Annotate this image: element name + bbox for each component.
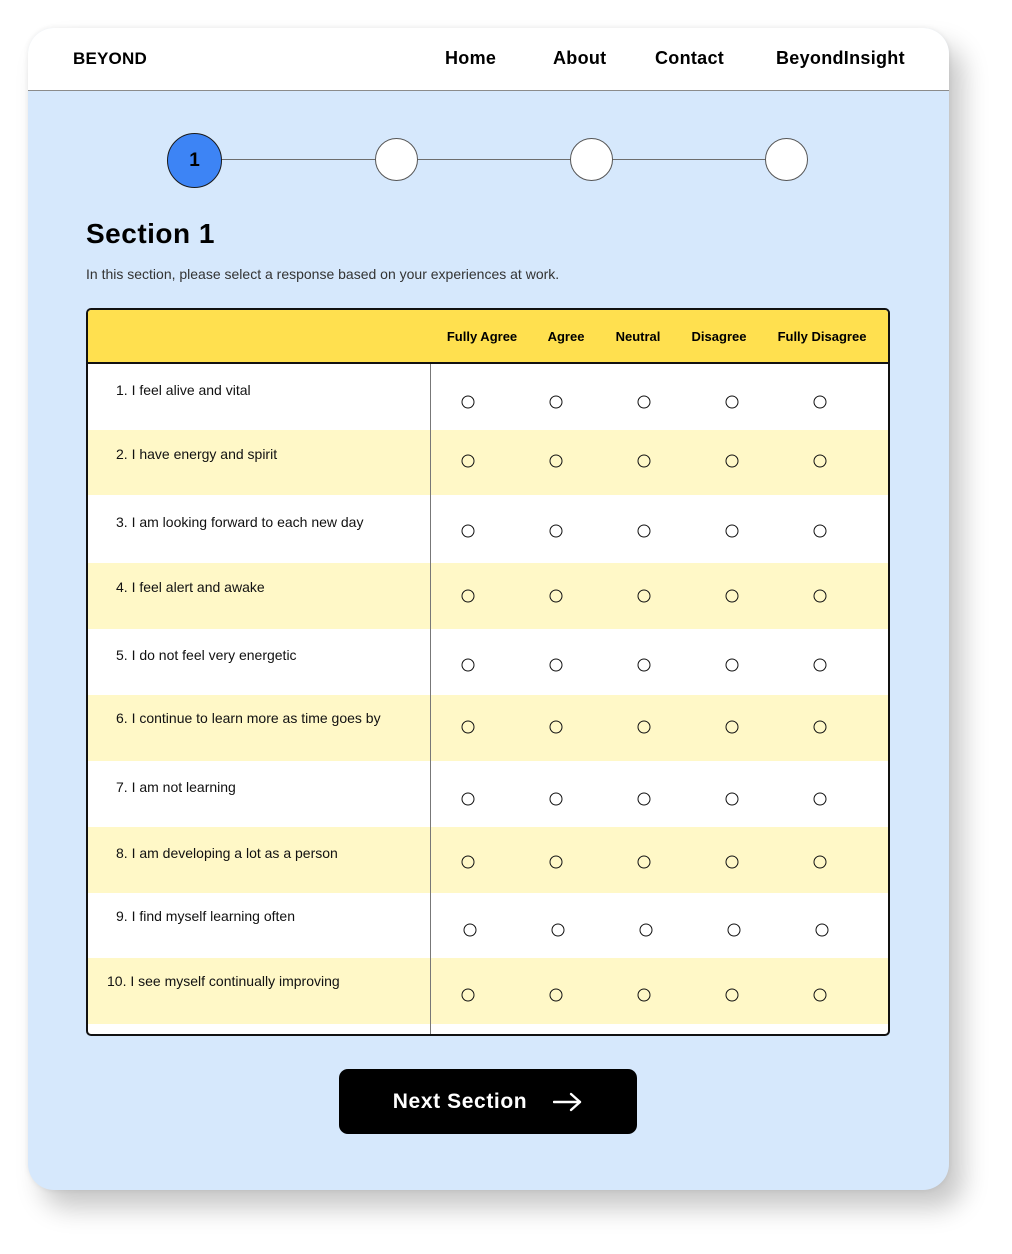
question-label: 8. I am developing a lot as a person — [116, 845, 338, 861]
question-label: 7. I am not learning — [116, 779, 236, 795]
radio-agree[interactable] — [550, 396, 563, 409]
survey-table-header — [88, 310, 888, 364]
table-row — [88, 364, 888, 430]
radio-fully-agree[interactable] — [464, 924, 477, 937]
brand-logo[interactable]: BEYOND — [73, 49, 147, 68]
survey-card — [28, 28, 949, 1190]
radio-fully-agree[interactable] — [462, 396, 475, 409]
radio-fully-disagree[interactable] — [814, 455, 827, 468]
radio-disagree[interactable] — [726, 856, 739, 869]
question-label: 2. I have energy and spirit — [116, 446, 278, 462]
radio-neutral[interactable] — [638, 721, 651, 734]
radio-neutral[interactable] — [638, 525, 651, 538]
radio-fully-agree[interactable] — [462, 793, 475, 806]
radio-fully-disagree[interactable] — [816, 924, 829, 937]
stepper-connector — [612, 159, 766, 160]
question-label: 5. I do not feel very energetic — [116, 647, 297, 663]
radio-fully-disagree[interactable] — [814, 525, 827, 538]
next-section-label: Next Section — [392, 1089, 528, 1113]
question-label: 4. I feel alert and awake — [116, 579, 265, 595]
radio-fully-disagree[interactable] — [814, 989, 827, 1002]
column-header-neutral: Neutral — [615, 329, 661, 344]
radio-fully-disagree[interactable] — [814, 793, 827, 806]
radio-agree[interactable] — [550, 659, 563, 672]
stepper-connector — [417, 159, 571, 160]
table-row — [88, 827, 888, 893]
radio-neutral[interactable] — [638, 590, 651, 603]
radio-agree[interactable] — [550, 793, 563, 806]
radio-agree[interactable] — [550, 721, 563, 734]
step-1-label: 1 — [189, 149, 200, 171]
radio-fully-disagree[interactable] — [814, 856, 827, 869]
radio-neutral[interactable] — [640, 924, 653, 937]
section-title: Section 1 — [86, 218, 215, 249]
radio-agree[interactable] — [550, 455, 563, 468]
radio-neutral[interactable] — [638, 659, 651, 672]
radio-disagree[interactable] — [726, 396, 739, 409]
radio-disagree[interactable] — [726, 659, 739, 672]
radio-neutral[interactable] — [638, 396, 651, 409]
radio-disagree[interactable] — [726, 455, 739, 468]
question-label: 9. I find myself learning often — [116, 908, 295, 924]
stepper-connector — [221, 159, 376, 160]
radio-fully-agree[interactable] — [462, 989, 475, 1002]
radio-neutral[interactable] — [638, 989, 651, 1002]
progress-stepper — [28, 28, 949, 208]
radio-fully-disagree[interactable] — [814, 396, 827, 409]
radio-neutral[interactable] — [638, 856, 651, 869]
radio-agree[interactable] — [552, 924, 565, 937]
survey-table — [86, 308, 890, 1036]
nav-link-contact[interactable]: Contact — [655, 48, 725, 68]
radio-fully-agree[interactable] — [462, 856, 475, 869]
radio-agree[interactable] — [550, 525, 563, 538]
radio-fully-agree[interactable] — [462, 455, 475, 468]
column-header-fully-agree: Fully Agree — [446, 329, 518, 344]
column-header-fully-disagree: Fully Disagree — [777, 329, 867, 344]
question-label: 1. I feel alive and vital — [116, 382, 251, 398]
table-row — [88, 695, 888, 761]
radio-neutral[interactable] — [638, 455, 651, 468]
radio-fully-disagree[interactable] — [814, 721, 827, 734]
radio-fully-agree[interactable] — [462, 659, 475, 672]
radio-agree[interactable] — [550, 856, 563, 869]
table-row — [88, 761, 888, 827]
step-4-indicator[interactable] — [765, 138, 808, 181]
section-description: In this section, please select a response based on your experiences at work. — [86, 266, 560, 282]
radio-fully-agree[interactable] — [462, 590, 475, 603]
radio-disagree[interactable] — [728, 924, 741, 937]
question-label: 10. I see myself continually improving — [107, 973, 340, 989]
radio-fully-agree[interactable] — [462, 525, 475, 538]
table-row — [88, 495, 888, 563]
radio-neutral[interactable] — [638, 793, 651, 806]
arrow-right-icon — [553, 1092, 583, 1112]
radio-fully-disagree[interactable] — [814, 659, 827, 672]
step-1-indicator[interactable] — [167, 133, 222, 188]
radio-disagree[interactable] — [726, 590, 739, 603]
radio-disagree[interactable] — [726, 525, 739, 538]
question-label: 6. I continue to learn more as time goes by — [116, 710, 381, 726]
table-row — [88, 958, 888, 1024]
radio-fully-agree[interactable] — [462, 721, 475, 734]
table-row — [88, 893, 888, 958]
column-header-agree: Agree — [547, 329, 585, 344]
step-2-indicator[interactable] — [375, 138, 418, 181]
step-3-indicator[interactable] — [570, 138, 613, 181]
radio-agree[interactable] — [550, 590, 563, 603]
table-row — [88, 563, 888, 629]
nav-link-beyondinsight[interactable]: BeyondInsight — [776, 48, 905, 68]
question-label: 3. I am looking forward to each new day — [116, 514, 364, 530]
table-row — [88, 430, 888, 495]
column-header-disagree: Disagree — [691, 329, 747, 344]
nav-link-home[interactable]: Home — [445, 48, 497, 68]
table-row — [88, 629, 888, 695]
radio-disagree[interactable] — [726, 989, 739, 1002]
radio-agree[interactable] — [550, 989, 563, 1002]
radio-disagree[interactable] — [726, 793, 739, 806]
radio-disagree[interactable] — [726, 721, 739, 734]
question-column-divider — [430, 364, 431, 1036]
radio-fully-disagree[interactable] — [814, 590, 827, 603]
nav-link-about[interactable]: About — [553, 48, 607, 68]
next-section-button[interactable] — [339, 1069, 637, 1134]
